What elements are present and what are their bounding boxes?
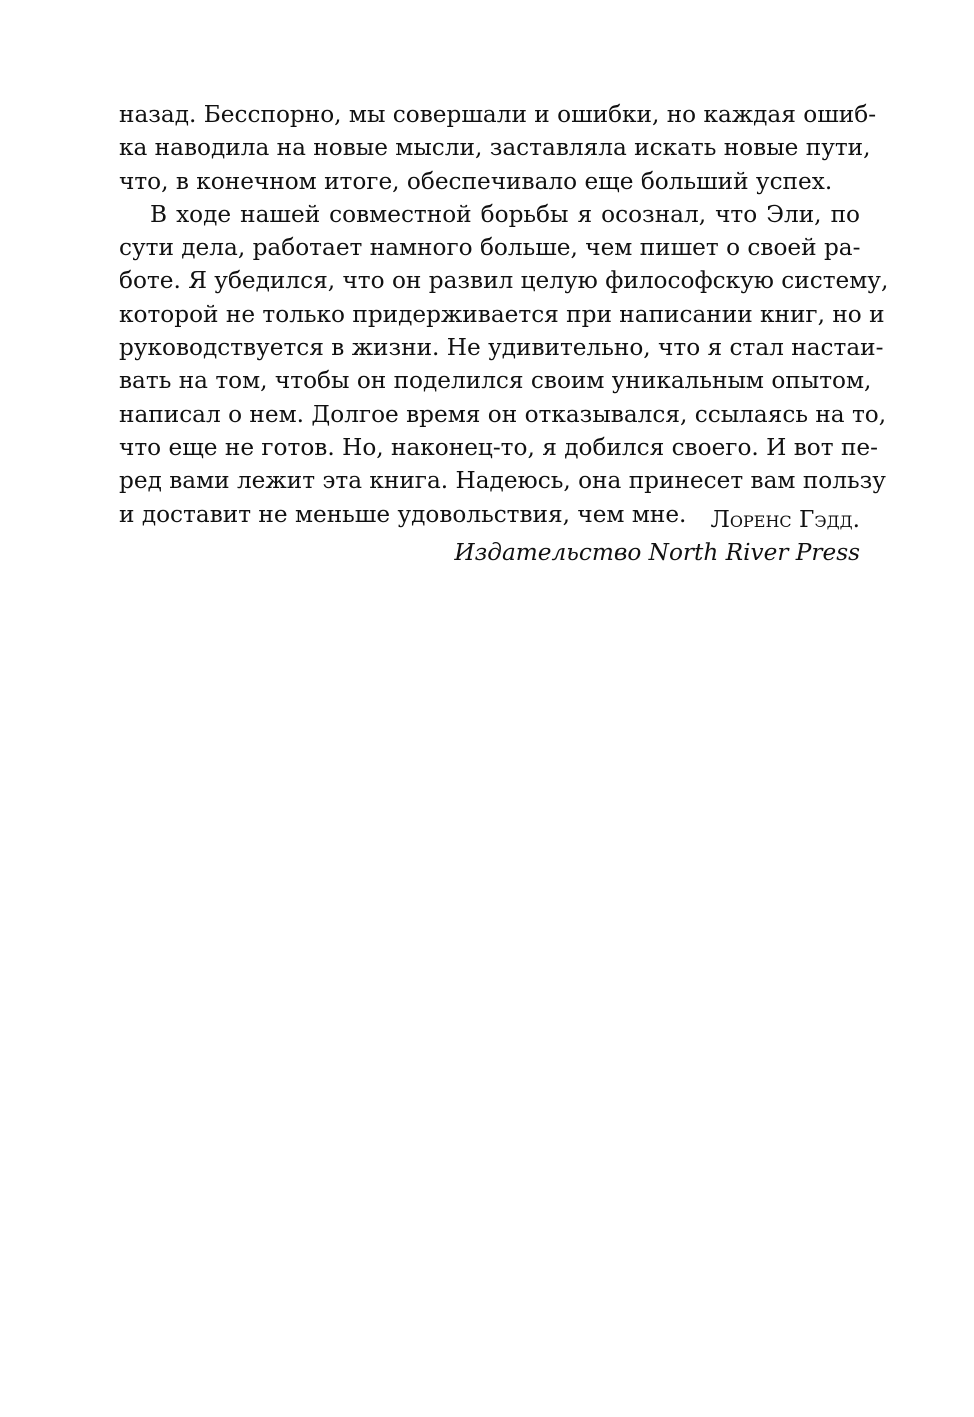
text-line: написал о нем. Долгое время он отказывался, ссылаясь на то, bbox=[119, 400, 887, 428]
text-line: которой не только придерживается при написании книг, но и bbox=[119, 300, 885, 328]
text-line: вать на том, чтобы он поделился своим уникальным опытом, bbox=[119, 367, 872, 395]
body-text bbox=[119, 98, 889, 531]
paragraph-1 bbox=[119, 98, 877, 198]
text-line: ка наводила на новые мысли, заставляла искать новые пути, bbox=[119, 134, 871, 162]
text-line: боте. Я убедился, что он развил целую философскую систему, bbox=[119, 267, 889, 295]
text-line: сути дела, работает намного больше, чем пишет о своей ра- bbox=[119, 234, 861, 262]
publisher-name: Издательство North River Press bbox=[454, 539, 860, 566]
author-signature: Лоренс Гэдд. bbox=[710, 506, 860, 533]
text-line: и доставит не меньше удовольствия, чем мне. bbox=[119, 500, 687, 528]
text-line: ред вами лежит эта книга. Надеюсь, она принесет вам пользу bbox=[119, 467, 886, 495]
paragraph-2 bbox=[119, 198, 889, 531]
text-line: что еще не готов. Но, наконец-то, я добился своего. И вот пе- bbox=[119, 433, 878, 461]
text-line: руководствуется в жизни. Не удивительно, что я стал настаи- bbox=[119, 334, 884, 362]
text-line: назад. Бесспорно, мы совершали и ошибки, но каждая ошиб- bbox=[119, 101, 877, 128]
signature-block bbox=[454, 503, 860, 569]
text-line: что, в конечном итоге, обеспечивало еще больший успех. bbox=[119, 167, 833, 195]
text-line: В ходе нашей совместной борьбы я осознал, что Эли, по bbox=[150, 200, 860, 228]
